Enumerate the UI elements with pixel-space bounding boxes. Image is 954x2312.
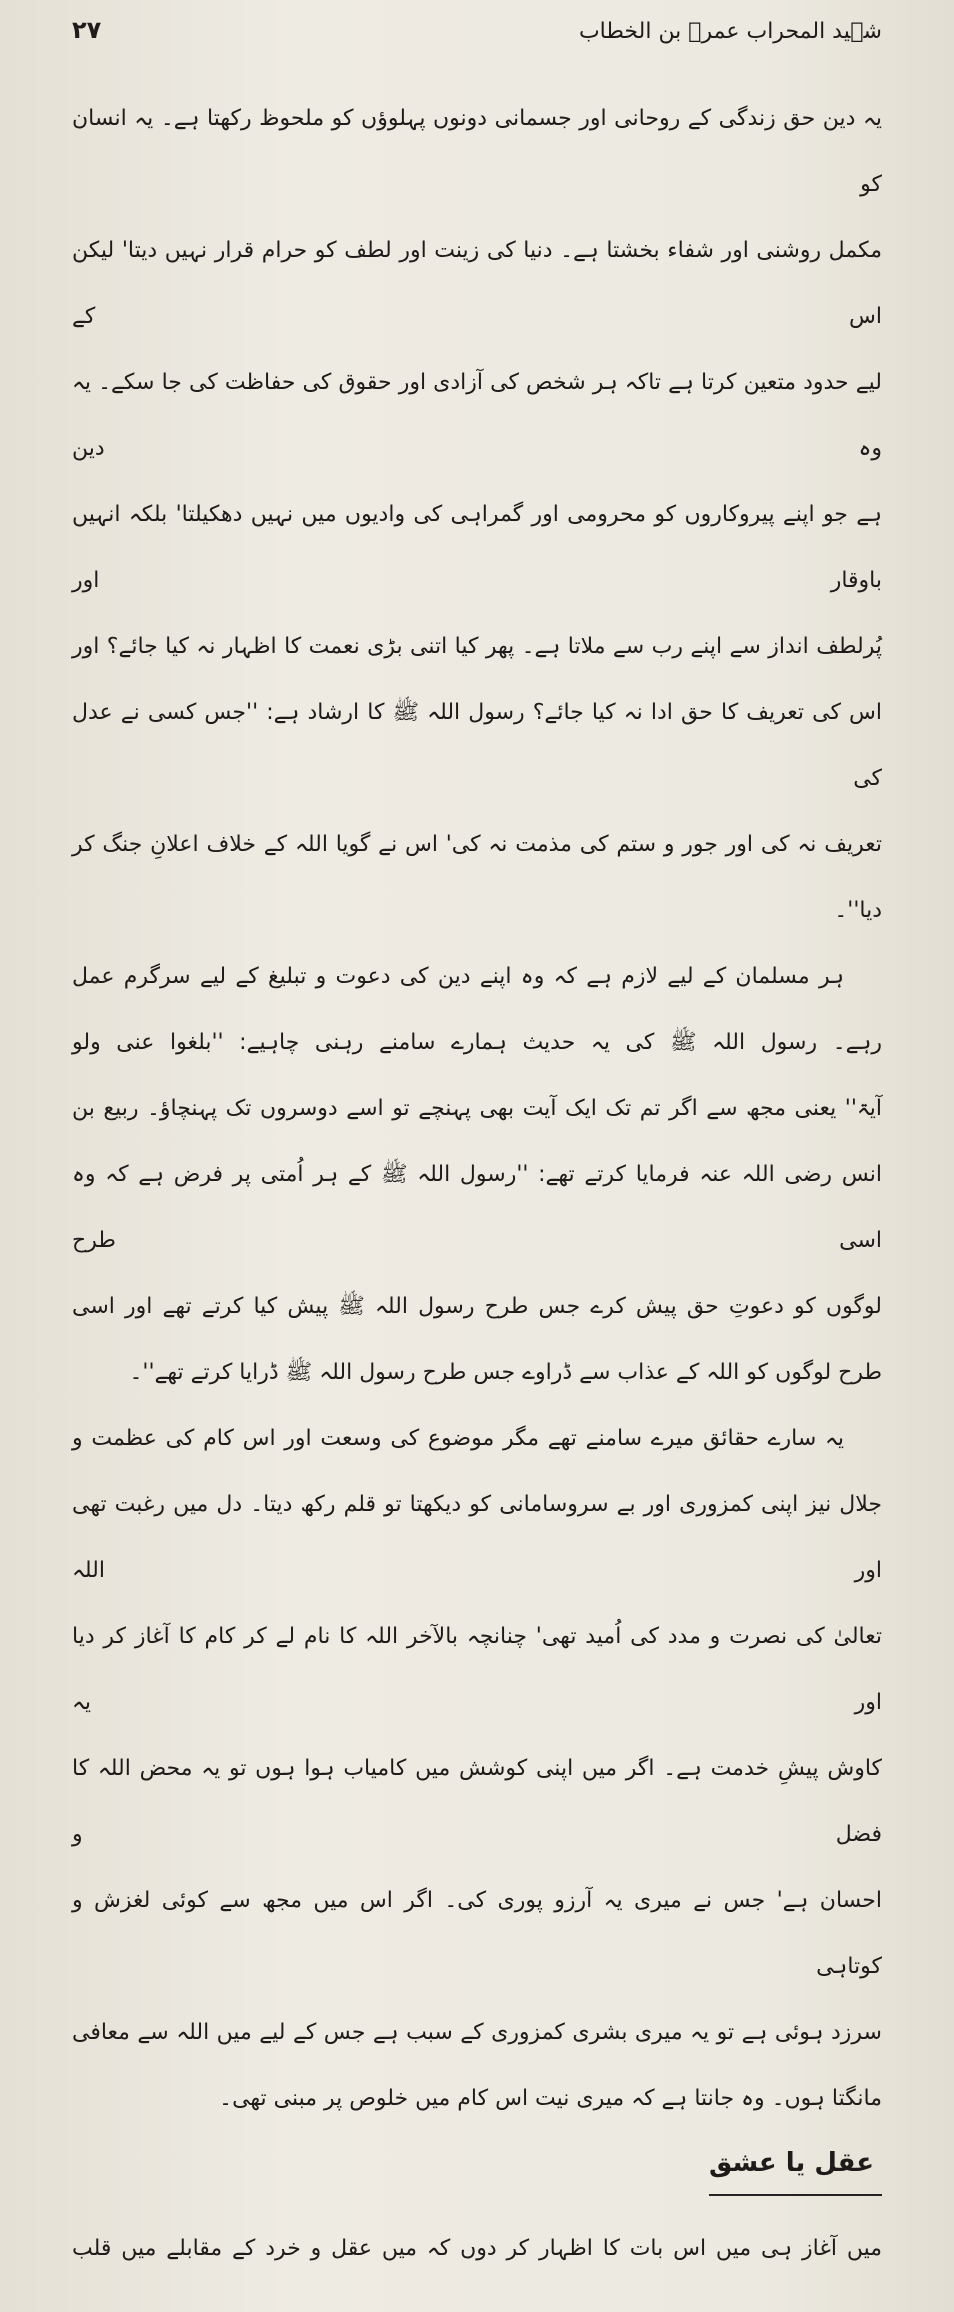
text-line: لیے حدود متعین کرتا ہے تاکہ ہر شخص کی آزادی اور حقوق کی حفاظت کی جا سکے۔ یہ وہ دین [72, 370, 882, 461]
text-line: رہے۔ رسول اللہ ﷺ کی یہ حدیث ہمارے سامنے رہنی چاہیے: ''بلغوا عنی ولو [72, 1030, 882, 1055]
text-line: جلال نیز اپنی کمزوری اور بے سروسامانی کو دیکھتا تو قلم رکھ دیتا۔ دل میں رغبت تھی اور اللہ [72, 1492, 882, 1583]
section-heading-wrap [72, 2138, 882, 2196]
text-line: سرزد ہوئی ہے تو یہ میری بشری کمزوری کے سبب ہے جس کے لیے میں اللہ سے معافی [72, 2020, 882, 2045]
text-line: ہر مسلمان کے لیے لازم ہے کہ وہ اپنے دین کی دعوت و تبلیغ کے لیے سرگرم عمل [72, 964, 844, 989]
text-line: لوگوں کو دعوتِ حق پیش کرے جس طرح رسول اللہ ﷺ پیش کیا کرتے تھے اور اسی [72, 1294, 882, 1319]
text-line: احسان ہے' جس نے میری یہ آرزو پوری کی۔ اگر اس میں مجھ سے کوئی لغزش و کوتاہی [72, 1888, 882, 1979]
text-line: تعریف نہ کی اور جور و ستم کی مذمت نہ کی' اس نے گویا اللہ کے خلاف اعلانِ جنگ کر دیا''۔ [72, 832, 882, 923]
text-line: طرح لوگوں کو اللہ کے عذاب سے ڈراوے جس طرح رسول اللہ ﷺ ڈرایا کرتے تھے''۔ [129, 1360, 882, 1385]
running-header [72, 16, 882, 86]
text-line: یہ دین حق زندگی کے روحانی اور جسمانی دونوں پہلوؤں کو ملحوظ رکھتا ہے۔ یہ انسان کو [72, 106, 882, 197]
body-text [72, 86, 882, 2132]
text-line: مکمل روشنی اور شفاء بخشتا ہے۔ دنیا کی زینت اور لطف کو حرام قرار نہیں دیتا' لیکن اس کے [72, 238, 882, 329]
text-line: پُرلطف انداز سے اپنے رب سے ملاتا ہے۔ پھر کیا اتنی بڑی نعمت کا اظہار نہ کیا جائے؟ اور [72, 634, 882, 659]
text-line: یہ سارے حقائق میرے سامنے تھے مگر موضوع کی وسعت اور اس کام کی عظمت و [72, 1426, 844, 1451]
section-heading: عقل یا عشق [709, 2138, 882, 2196]
text-line: ہے جو اپنے پیروکاروں کو محرومی اور گمراہی کی وادیوں میں نہیں دھکیلتا' بلکہ انہیں باوقار اور [72, 502, 882, 593]
text-line: انس رضی اللہ عنہ فرمایا کرتے تھے: ''رسول اللہ ﷺ کے ہر اُمتی پر فرض ہے کہ وہ اسی طرح [72, 1162, 882, 1253]
next-section-text [72, 2216, 882, 2282]
page-number: ۲۷ [72, 16, 102, 44]
text-line: کاوش پیشِ خدمت ہے۔ اگر میں اپنی کوشش میں کامیاب ہوا ہوں تو یہ محض اللہ کا فضل و [72, 1756, 882, 1847]
text-line: مانگتا ہوں۔ وہ جانتا ہے کہ میری نیت اس کام میں خلوص پر مبنی تھی۔ [219, 2086, 882, 2111]
running-header-title: شہید المحراب عمرؓ بن الخطاب [578, 19, 882, 44]
text-line: میں آغاز ہی میں اس بات کا اظہار کر دوں کہ میں عقل و خرد کے مقابلے میں قلب [72, 2236, 882, 2261]
text-line: آیۃ'' یعنی مجھ سے اگر تم تک ایک آیت بھی پہنچے تو اسے دوسروں تک پہنچاؤ۔ ربیع بن [72, 1096, 882, 1121]
text-line: اس کی تعریف کا حق ادا نہ کیا جائے؟ رسول اللہ ﷺ کا ارشاد ہے: ''جس کسی نے عدل کی [72, 700, 882, 791]
text-line: تعالیٰ کی نصرت و مدد کی اُمید تھی' چنانچہ بالآخر اللہ کا نام لے کر کام کا آغاز کر دیا اور یہ [72, 1624, 882, 1715]
